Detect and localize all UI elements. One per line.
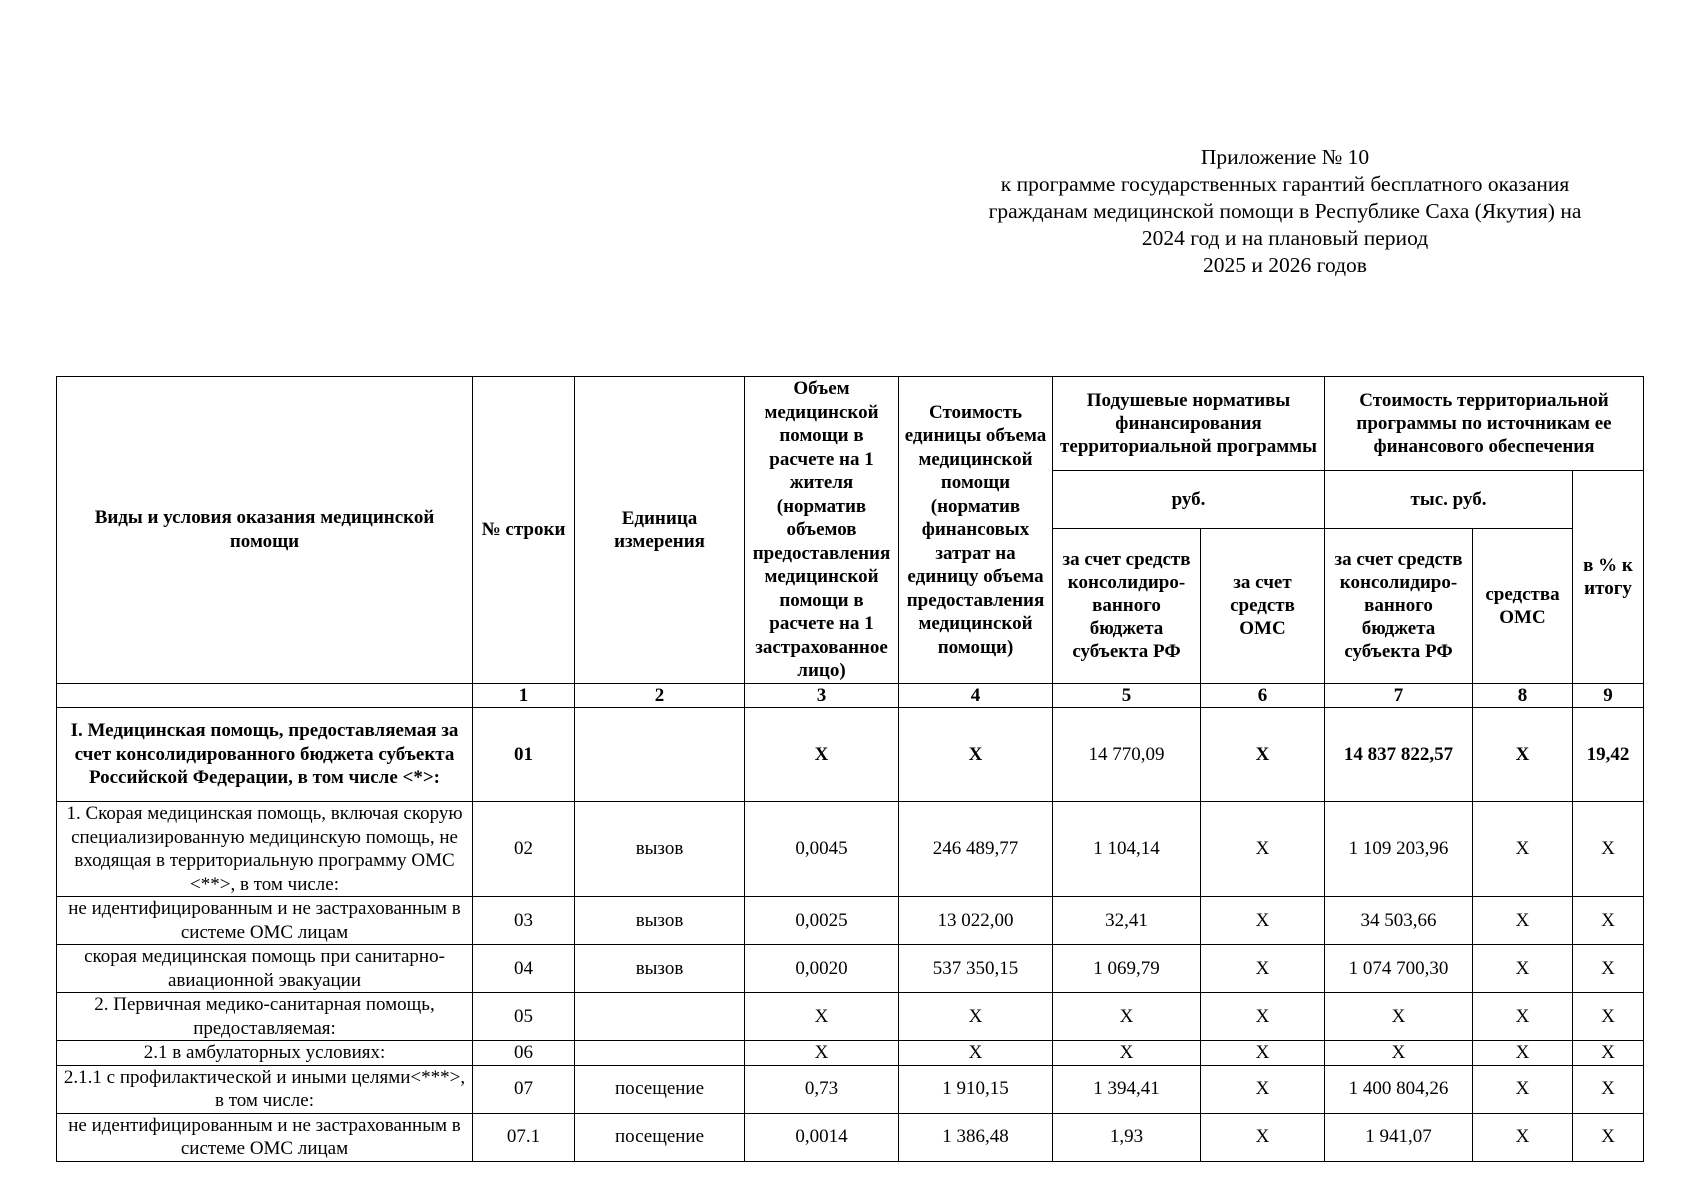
row-percapita-oms: X (1201, 1041, 1325, 1066)
header-cost: Стоимость единицы объема медицинской помощи (норматив финансовых затрат на единицу объема предоставления медицинской помощи) (899, 377, 1053, 684)
row-no: 07.1 (473, 1113, 575, 1161)
appendix-line: к программе государственных гарантий бесплатного оказания (1000, 172, 1570, 196)
row-total-oms: X (1473, 802, 1573, 897)
header-type: Виды и условия оказания медицинской помощи (57, 377, 473, 684)
row-volume: 0,0014 (745, 1113, 899, 1161)
table-row (57, 802, 1644, 897)
row-percent: X (1573, 897, 1644, 945)
row-name: не идентифицированным и не застрахованным в системе ОМС лицам (57, 1113, 473, 1161)
row-no: 02 (473, 802, 575, 897)
row-name: скорая медицинская помощь при санитарно-авиационной эвакуации (57, 945, 473, 993)
row-total-budget: X (1325, 993, 1473, 1041)
row-cost: 246 489,77 (899, 802, 1053, 897)
row-volume: 0,0020 (745, 945, 899, 993)
header-volume: Объем медицинской помощи в расчете на 1 жителя (норматив объемов предоставления медицинской помощи в расчете на 1 застрахованное лицо) (745, 377, 899, 684)
row-volume: 0,0025 (745, 897, 899, 945)
row-total-oms: X (1473, 708, 1573, 802)
row-percapita-budget: 14 770,09 (1053, 708, 1201, 802)
header-budget: за счет средств консолидиро-ванного бюджета субъекта РФ (1053, 528, 1201, 683)
table-row (57, 708, 1644, 802)
row-percent: X (1573, 993, 1644, 1041)
table-row (57, 1065, 1644, 1113)
row-name: I. Медицинская помощь, предоставляемая за счет консолидированного бюджета субъекта Российской Федерации, в том числе <*>: (57, 708, 473, 802)
row-total-oms: X (1473, 1113, 1573, 1161)
table-row (57, 1113, 1644, 1161)
appendix-line: 2024 год и на плановый период (1141, 226, 1429, 250)
row-no: 01 (473, 708, 575, 802)
row-cost: X (899, 708, 1053, 802)
row-percapita-oms: X (1201, 897, 1325, 945)
row-percent: X (1573, 1041, 1644, 1066)
header-rub: руб. (1053, 471, 1325, 529)
program-cost-table (56, 376, 1644, 1162)
row-percapita-oms: X (1201, 1065, 1325, 1113)
header-budget-2: за счет средств консолидиро-ванного бюджета субъекта РФ (1325, 528, 1473, 683)
table-row (57, 993, 1644, 1041)
row-name: 1. Скорая медицинская помощь, включая скорую специализированную медицинскую помощь, не входящая в территориальную программу ОМС <**>, в том числе: (57, 802, 473, 897)
row-total-budget: 1 400 804,26 (1325, 1065, 1473, 1113)
row-no: 07 (473, 1065, 575, 1113)
row-unit (575, 708, 745, 802)
row-percent: X (1573, 1113, 1644, 1161)
row-name: 2.1 в амбулаторных условиях: (57, 1041, 473, 1066)
row-percapita-budget: 1,93 (1053, 1113, 1201, 1161)
row-volume: X (745, 993, 899, 1041)
row-percent: X (1573, 802, 1644, 897)
row-total-budget: 14 837 822,57 (1325, 708, 1473, 802)
row-total-oms: X (1473, 1041, 1573, 1066)
row-total-budget: 1 074 700,30 (1325, 945, 1473, 993)
row-percapita-budget: X (1053, 993, 1201, 1041)
row-cost: 1 386,48 (899, 1113, 1053, 1161)
header-oms: за счет средств ОМС (1201, 528, 1325, 683)
row-percapita-budget: 1 069,79 (1053, 945, 1201, 993)
column-number: 5 (1053, 683, 1201, 708)
row-total-oms: X (1473, 897, 1573, 945)
row-unit: вызов (575, 897, 745, 945)
row-cost: 13 022,00 (899, 897, 1053, 945)
row-percapita-budget: 1 104,14 (1053, 802, 1201, 897)
header-row-no: № строки (473, 377, 575, 684)
row-cost: 537 350,15 (899, 945, 1053, 993)
row-cost: 1 910,15 (899, 1065, 1053, 1113)
row-total-budget: 1 109 203,96 (1325, 802, 1473, 897)
row-total-budget: X (1325, 1041, 1473, 1066)
row-volume: 0,73 (745, 1065, 899, 1113)
row-no: 06 (473, 1041, 575, 1066)
column-number: 9 (1573, 683, 1644, 708)
row-unit (575, 1041, 745, 1066)
header-thous-rub: тыс. руб. (1325, 471, 1573, 529)
header-unit: Единица измерения (575, 377, 745, 684)
row-percapita-oms: X (1201, 945, 1325, 993)
row-percapita-budget: X (1053, 1041, 1201, 1066)
row-percent: X (1573, 945, 1644, 993)
row-no: 03 (473, 897, 575, 945)
column-number: 6 (1201, 683, 1325, 708)
column-number: 4 (899, 683, 1053, 708)
row-total-budget: 1 941,07 (1325, 1113, 1473, 1161)
column-number: 8 (1473, 683, 1573, 708)
row-no: 04 (473, 945, 575, 993)
appendix-line: гражданам медицинской помощи в Республике Саха (Якутия) на (988, 199, 1582, 223)
row-volume: X (745, 1041, 899, 1066)
row-percapita-oms: X (1201, 802, 1325, 897)
column-number (57, 683, 473, 708)
row-unit (575, 993, 745, 1041)
row-percapita-budget: 32,41 (1053, 897, 1201, 945)
row-total-budget: 34 503,66 (1325, 897, 1473, 945)
row-percapita-oms: X (1201, 708, 1325, 802)
row-name: не идентифицированным и не застрахованным в системе ОМС лицам (57, 897, 473, 945)
appendix-heading (935, 144, 1635, 279)
row-total-oms: X (1473, 1065, 1573, 1113)
header-percapita: Подушевые нормативы финансирования территориальной программы (1053, 377, 1325, 471)
column-number: 3 (745, 683, 899, 708)
row-percent: X (1573, 1065, 1644, 1113)
row-unit: посещение (575, 1065, 745, 1113)
header-percent: в % к итогу (1573, 471, 1644, 684)
row-unit: вызов (575, 802, 745, 897)
row-percapita-budget: 1 394,41 (1053, 1065, 1201, 1113)
row-cost: X (899, 993, 1053, 1041)
table-row (57, 897, 1644, 945)
row-unit: вызов (575, 945, 745, 993)
column-number: 7 (1325, 683, 1473, 708)
header-total: Стоимость территориальной программы по источникам ее финансового обеспечения (1325, 377, 1644, 471)
row-name: 2. Первичная медико-санитарная помощь, предоставляемая: (57, 993, 473, 1041)
table-row (57, 1041, 1644, 1066)
header-oms-2: средства ОМС (1473, 528, 1573, 683)
row-volume: 0,0045 (745, 802, 899, 897)
row-name: 2.1.1 с профилактической и иными целями<***>, в том числе: (57, 1065, 473, 1113)
row-unit: посещение (575, 1113, 745, 1161)
row-no: 05 (473, 993, 575, 1041)
row-percapita-oms: X (1201, 993, 1325, 1041)
column-number: 2 (575, 683, 745, 708)
table-row (57, 945, 1644, 993)
row-total-oms: X (1473, 993, 1573, 1041)
row-volume: X (745, 708, 899, 802)
row-cost: X (899, 1041, 1053, 1066)
appendix-line: 2025 и 2026 годов (1203, 253, 1367, 277)
row-total-oms: X (1473, 945, 1573, 993)
column-number: 1 (473, 683, 575, 708)
row-percapita-oms: X (1201, 1113, 1325, 1161)
row-percent: 19,42 (1573, 708, 1644, 802)
appendix-line: Приложение № 10 (1200, 145, 1370, 169)
